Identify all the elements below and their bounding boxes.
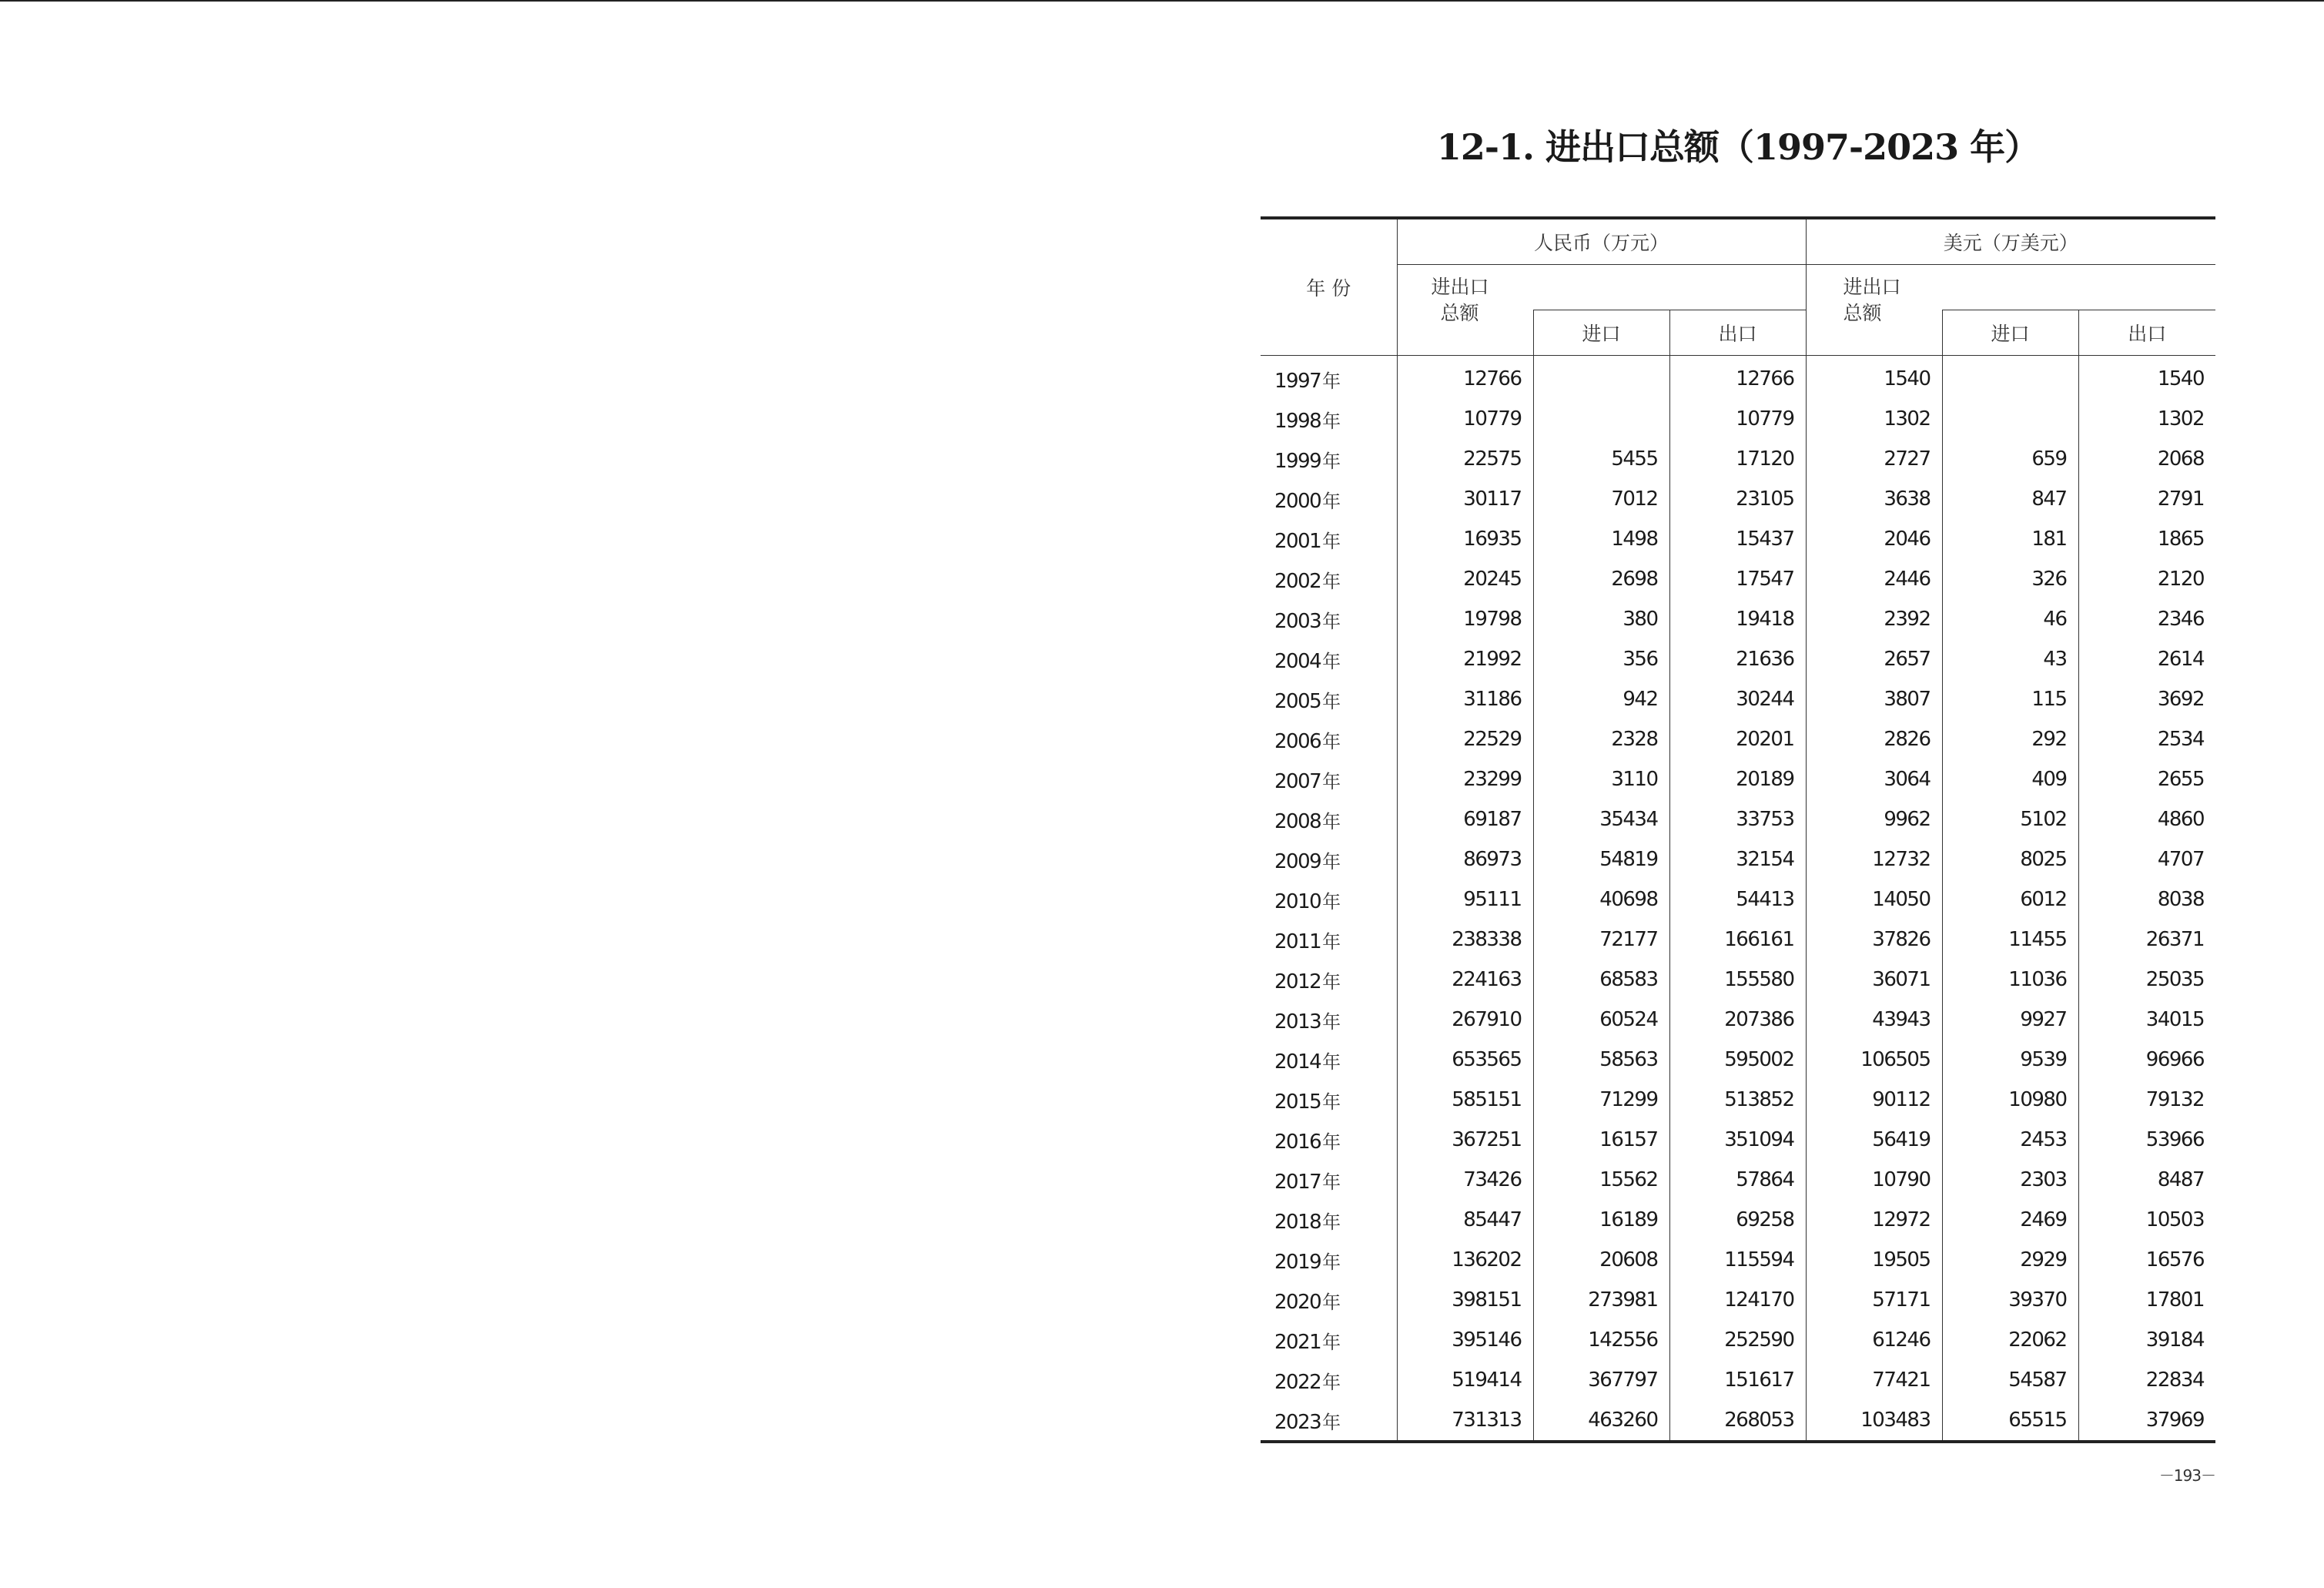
year-value: 2016 [1274,1130,1321,1154]
year-value: 2017 [1274,1170,1321,1194]
year-cell [1261,559,1397,599]
year-cell [1261,1040,1397,1080]
year-suffix: 年 [1322,690,1341,712]
year-value: 2003 [1274,609,1321,633]
rmb-export-cell: 10779 [1669,399,1806,439]
year-suffix: 年 [1322,1411,1341,1433]
table-row [1261,1000,2215,1040]
year-value: 2019 [1274,1250,1321,1274]
rmb-total-cell: 653565 [1397,1040,1533,1080]
usd-total-cell: 14050 [1806,879,1942,920]
usd-export-cell: 22834 [2145,1369,2205,1392]
year-value: 2012 [1274,970,1321,993]
year-cell [1261,479,1397,519]
rmb-import-cell: 15562 [1533,1160,1669,1200]
rmb-export-cell: 20189 [1669,759,1806,799]
rmb-import-cell: 367797 [1533,1360,1669,1400]
rmb-export-header: 出口 [1669,310,1806,356]
year-value: 2015 [1274,1090,1321,1114]
rmb-export-cell: 57864 [1669,1160,1806,1200]
table-row [1261,356,2215,400]
usd-import-cell: 115 [1942,679,2078,719]
rmb-total-cell: 12766 [1397,356,1533,400]
usd-import-cell: 9927 [1942,1000,2078,1040]
usd-import-cell: 10980 [1942,1080,2078,1120]
usd-total-cell: 2446 [1806,559,1942,599]
usd-import-cell: 46 [1942,599,2078,639]
usd-import-cell: 2453 [1942,1120,2078,1160]
usd-export-cell: 8487 [2157,1168,2205,1191]
rmb-import-cell: 40698 [1533,879,1669,920]
usd-export-cell: 17801 [2145,1288,2205,1312]
year-suffix: 年 [1322,730,1341,752]
year-value: 2001 [1274,529,1321,553]
year-cell [1261,879,1397,920]
year-value: 2010 [1274,889,1321,913]
usd-import-cell: 409 [1942,759,2078,799]
rmb-export-cell: 351094 [1669,1120,1806,1160]
rmb-import-cell: 942 [1533,679,1669,719]
table-row [1261,519,2215,559]
usd-import-cell: 8025 [1942,839,2078,879]
usd-total-header [1806,265,1942,356]
rmb-export-cell: 23105 [1669,479,1806,519]
usd-import-cell: 6012 [1942,879,2078,920]
table-row [1261,879,2215,920]
rmb-import-cell: 5455 [1533,439,1669,479]
usd-total-cell: 61246 [1806,1320,1942,1360]
table-row [1261,1400,2215,1442]
usd-export-cell: 2120 [2157,568,2205,591]
rmb-import-cell [1533,356,1669,400]
usd-total-cell: 1302 [1806,399,1942,439]
table-row [1261,679,2215,719]
table-row [1261,839,2215,879]
year-cell [1261,1240,1397,1280]
year-suffix: 年 [1322,890,1341,913]
rmb-import-cell: 68583 [1533,960,1669,1000]
rmb-total-cell: 398151 [1397,1280,1533,1320]
rmb-export-cell: 69258 [1669,1200,1806,1240]
year-cell [1261,799,1397,839]
table-row [1261,1160,2215,1200]
usd-export-cell: 2655 [2157,768,2205,791]
year-value: 2000 [1274,489,1321,513]
year-cell [1261,399,1397,439]
rmb-export-cell: 21636 [1669,639,1806,679]
rmb-export-cell: 20201 [1669,719,1806,759]
rmb-import-cell: 356 [1533,639,1669,679]
year-suffix: 年 [1322,1371,1341,1393]
year-cell [1261,1360,1397,1400]
usd-export-cell: 34015 [2145,1008,2205,1031]
rmb-import-cell [1533,399,1669,439]
usd-import-header: 进口 [1942,310,2078,356]
usd-total-cell: 57171 [1806,1280,1942,1320]
year-suffix: 年 [1322,1291,1341,1313]
usd-export-cell: 10503 [2145,1208,2205,1231]
rmb-export-cell: 54413 [1669,879,1806,920]
usd-export-cell: 25035 [2145,968,2205,991]
rmb-total-cell: 95111 [1397,879,1533,920]
year-value: 2002 [1274,569,1321,593]
year-value: 2013 [1274,1010,1321,1034]
rmb-sub-header-spacer [1533,265,1806,310]
rmb-total-cell: 31186 [1397,679,1533,719]
usd-import-cell: 181 [1942,519,2078,559]
header-row-groups [1261,218,2215,265]
rmb-import-header: 进口 [1533,310,1669,356]
rmb-total-cell: 22529 [1397,719,1533,759]
usd-export-cell: 1540 [2157,367,2205,390]
table-row [1261,799,2215,839]
usd-import-cell: 5102 [1942,799,2078,839]
year-suffix: 年 [1322,530,1341,552]
rmb-total-header [1397,265,1533,356]
usd-import-cell: 292 [1942,719,2078,759]
rmb-total-cell: 267910 [1397,1000,1533,1040]
usd-group-header: 美元（万美元） [1806,218,2215,265]
rmb-total-header-line2: 总额 [1440,302,1479,324]
year-cell [1261,599,1397,639]
table-row [1261,559,2215,599]
rmb-total-cell: 10779 [1397,399,1533,439]
year-cell [1261,920,1397,960]
usd-total-cell: 90112 [1806,1080,1942,1120]
rmb-export-cell: 155580 [1669,960,1806,1000]
usd-export-cell: 37969 [2078,1400,2215,1442]
usd-export-cell: 4860 [2157,808,2205,831]
table-row [1261,1360,2215,1400]
rmb-export-cell: 166161 [1669,920,1806,960]
year-value: 2008 [1274,809,1321,833]
year-value: 2004 [1274,649,1321,673]
year-suffix: 年 [1322,370,1341,392]
table-row [1261,1120,2215,1160]
usd-total-cell: 56419 [1806,1120,1942,1160]
rmb-import-cell: 142556 [1533,1320,1669,1360]
year-value: 2014 [1274,1050,1321,1074]
usd-export-cell: 39184 [2145,1328,2205,1352]
year-cell [1261,519,1397,559]
table-row [1261,1280,2215,1320]
year-value: 2011 [1274,930,1321,953]
usd-total-cell: 77421 [1806,1360,1942,1400]
year-value: 2023 [1274,1410,1321,1434]
year-cell [1261,1200,1397,1240]
year-cell [1261,1160,1397,1200]
rmb-import-cell: 463260 [1533,1400,1669,1442]
rmb-total-cell: 395146 [1397,1320,1533,1360]
usd-total-cell: 43943 [1806,1000,1942,1040]
year-value: 2007 [1274,769,1321,793]
usd-total-cell: 2046 [1806,519,1942,559]
page-title: 12-1. 进出口总额（1997-2023 年） [1436,126,2040,168]
rmb-total-cell: 238338 [1397,920,1533,960]
rmb-export-cell: 595002 [1669,1040,1806,1080]
usd-import-cell: 43 [1942,639,2078,679]
top-border-line [0,0,2324,2]
rmb-import-cell: 3110 [1533,759,1669,799]
year-cell [1261,356,1397,400]
year-value: 1999 [1274,449,1321,473]
usd-export-cell: 1865 [2157,528,2205,551]
year-cell [1261,719,1397,759]
year-cell [1261,1080,1397,1120]
table-row [1261,439,2215,479]
table-row [1261,399,2215,439]
usd-import-cell: 39370 [1942,1280,2078,1320]
year-value: 2020 [1274,1290,1321,1314]
year-cell [1261,1280,1397,1320]
rmb-total-cell: 86973 [1397,839,1533,879]
usd-total-header-line1: 进出口 [1843,276,1901,298]
year-cell [1261,1400,1397,1442]
rmb-import-cell: 58563 [1533,1040,1669,1080]
rmb-import-cell: 273981 [1533,1280,1669,1320]
usd-import-cell: 54587 [1942,1360,2078,1400]
table-row [1261,960,2215,1000]
usd-export-cell: 8038 [2157,888,2205,911]
rmb-import-cell: 7012 [1533,479,1669,519]
usd-export-cell: 4707 [2157,848,2205,871]
year-value: 2006 [1274,729,1321,753]
year-cell [1261,1320,1397,1360]
rmb-export-cell: 268053 [1669,1400,1806,1442]
year-cell [1261,1120,1397,1160]
table-row [1261,639,2215,679]
year-column-header: 年 份 [1261,218,1397,356]
rmb-export-cell: 513852 [1669,1080,1806,1120]
usd-import-cell [1942,356,2078,400]
rmb-total-cell: 16935 [1397,519,1533,559]
rmb-import-cell: 20608 [1533,1240,1669,1280]
usd-total-cell: 12732 [1806,839,1942,879]
usd-import-cell: 9539 [1942,1040,2078,1080]
usd-export-cell: 2068 [2157,447,2205,471]
rmb-total-cell: 73426 [1397,1160,1533,1200]
rmb-import-cell: 16157 [1533,1120,1669,1160]
usd-import-cell: 65515 [1942,1400,2078,1442]
usd-total-cell: 103483 [1806,1400,1942,1442]
usd-import-cell: 2929 [1942,1240,2078,1280]
usd-import-cell: 2469 [1942,1200,2078,1240]
rmb-import-cell: 72177 [1533,920,1669,960]
usd-total-cell: 3638 [1806,479,1942,519]
usd-total-cell: 1540 [1806,356,1942,400]
usd-import-cell: 2303 [1942,1160,2078,1200]
year-suffix: 年 [1322,1090,1341,1113]
usd-export-cell: 79132 [2145,1088,2205,1111]
rmb-export-cell: 115594 [1669,1240,1806,1280]
rmb-total-cell: 519414 [1397,1360,1533,1400]
rmb-export-cell: 17547 [1669,559,1806,599]
usd-total-cell: 9962 [1806,799,1942,839]
table-row [1261,1200,2215,1240]
rmb-total-cell: 731313 [1397,1400,1533,1442]
table-row [1261,920,2215,960]
rmb-export-cell: 33753 [1669,799,1806,839]
year-value: 2021 [1274,1330,1321,1354]
year-cell [1261,839,1397,879]
usd-total-cell: 2727 [1806,439,1942,479]
year-suffix: 年 [1322,570,1341,592]
year-cell [1261,639,1397,679]
usd-total-cell: 2826 [1806,719,1942,759]
year-suffix: 年 [1322,850,1341,873]
usd-total-cell: 3064 [1806,759,1942,799]
rmb-total-cell: 69187 [1397,799,1533,839]
rmb-total-cell: 21992 [1397,639,1533,679]
usd-import-cell [1942,399,2078,439]
rmb-import-cell: 60524 [1533,1000,1669,1040]
year-suffix: 年 [1322,450,1341,472]
rmb-export-cell: 12766 [1669,356,1806,400]
rmb-export-cell: 252590 [1669,1320,1806,1360]
year-suffix: 年 [1322,1050,1341,1073]
rmb-export-cell: 30244 [1669,679,1806,719]
rmb-total-header-line1: 进出口 [1431,276,1489,298]
usd-sub-header-spacer [1942,265,2215,310]
year-suffix: 年 [1322,650,1341,672]
year-suffix: 年 [1322,810,1341,833]
usd-total-cell: 2392 [1806,599,1942,639]
table-row [1261,1240,2215,1280]
rmb-export-cell: 151617 [1669,1360,1806,1400]
usd-export-cell: 96966 [2145,1048,2205,1071]
usd-total-cell: 12972 [1806,1200,1942,1240]
rmb-total-cell: 20245 [1397,559,1533,599]
rmb-import-cell: 54819 [1533,839,1669,879]
rmb-import-cell: 2698 [1533,559,1669,599]
year-suffix: 年 [1322,1331,1341,1353]
year-cell [1261,1000,1397,1040]
usd-export-cell: 53966 [2145,1128,2205,1151]
rmb-export-cell: 124170 [1669,1280,1806,1320]
year-suffix: 年 [1322,1211,1341,1233]
table-row [1261,759,2215,799]
usd-total-cell: 106505 [1806,1040,1942,1080]
rmb-export-cell: 32154 [1669,839,1806,879]
usd-import-cell: 659 [1942,439,2078,479]
year-suffix: 年 [1322,1251,1341,1273]
table-row [1261,1320,2215,1360]
rmb-total-cell: 136202 [1397,1240,1533,1280]
rmb-export-cell: 17120 [1669,439,1806,479]
usd-export-header: 出口 [2078,310,2215,356]
year-suffix: 年 [1322,1010,1341,1033]
year-value: 2022 [1274,1370,1321,1394]
usd-import-cell: 22062 [1942,1320,2078,1360]
rmb-total-cell: 30117 [1397,479,1533,519]
rmb-total-cell: 585151 [1397,1080,1533,1120]
year-cell [1261,759,1397,799]
table-body [1261,356,2215,1442]
table-row [1261,1040,2215,1080]
header-row-sub [1261,265,2215,310]
usd-total-cell: 2657 [1806,639,1942,679]
rmb-total-cell: 23299 [1397,759,1533,799]
rmb-total-cell: 367251 [1397,1120,1533,1160]
year-suffix: 年 [1322,490,1341,512]
usd-export-cell: 2346 [2157,608,2205,631]
year-value: 2018 [1274,1210,1321,1234]
year-cell [1261,960,1397,1000]
usd-import-cell: 847 [1942,479,2078,519]
year-value: 2005 [1274,689,1321,713]
rmb-import-cell: 35434 [1533,799,1669,839]
usd-export-cell: 16576 [2145,1248,2205,1271]
rmb-import-cell: 16189 [1533,1200,1669,1240]
year-value: 1997 [1274,369,1321,393]
rmb-export-cell: 15437 [1669,519,1806,559]
rmb-import-cell: 380 [1533,599,1669,639]
rmb-total-cell: 224163 [1397,960,1533,1000]
rmb-total-cell: 22575 [1397,439,1533,479]
page-number: －193－ [2158,1466,2215,1485]
rmb-import-cell: 1498 [1533,519,1669,559]
usd-import-cell: 326 [1942,559,2078,599]
usd-total-cell: 10790 [1806,1160,1942,1200]
table-row [1261,1080,2215,1120]
usd-export-cell: 1302 [2157,407,2205,431]
year-suffix: 年 [1322,770,1341,792]
usd-import-cell: 11455 [1942,920,2078,960]
rmb-export-cell: 207386 [1669,1000,1806,1040]
trade-statistics-table [1261,216,2215,1443]
table-row [1261,719,2215,759]
year-suffix: 年 [1322,1131,1341,1153]
rmb-import-cell: 2328 [1533,719,1669,759]
table-row [1261,599,2215,639]
table-row [1261,479,2215,519]
rmb-group-header: 人民币（万元） [1397,218,1806,265]
usd-total-cell: 36071 [1806,960,1942,1000]
rmb-export-cell: 19418 [1669,599,1806,639]
year-value: 2009 [1274,849,1321,873]
usd-import-cell: 11036 [1942,960,2078,1000]
usd-export-cell: 26371 [2145,928,2205,951]
year-suffix: 年 [1322,1171,1341,1193]
rmb-total-cell: 85447 [1397,1200,1533,1240]
usd-export-cell: 3692 [2157,688,2205,711]
year-suffix: 年 [1322,970,1341,993]
year-suffix: 年 [1322,930,1341,953]
year-suffix: 年 [1322,410,1341,432]
usd-export-cell: 2791 [2157,487,2205,511]
year-cell [1261,439,1397,479]
year-value: 1998 [1274,409,1321,433]
usd-total-cell: 37826 [1806,920,1942,960]
usd-total-cell: 3807 [1806,679,1942,719]
year-cell [1261,679,1397,719]
year-suffix: 年 [1322,610,1341,632]
usd-export-cell: 2614 [2157,648,2205,671]
usd-total-header-line2: 总额 [1843,302,1882,324]
usd-export-cell: 2534 [2157,728,2205,751]
usd-total-cell: 19505 [1806,1240,1942,1280]
rmb-import-cell: 71299 [1533,1080,1669,1120]
rmb-total-cell: 19798 [1397,599,1533,639]
